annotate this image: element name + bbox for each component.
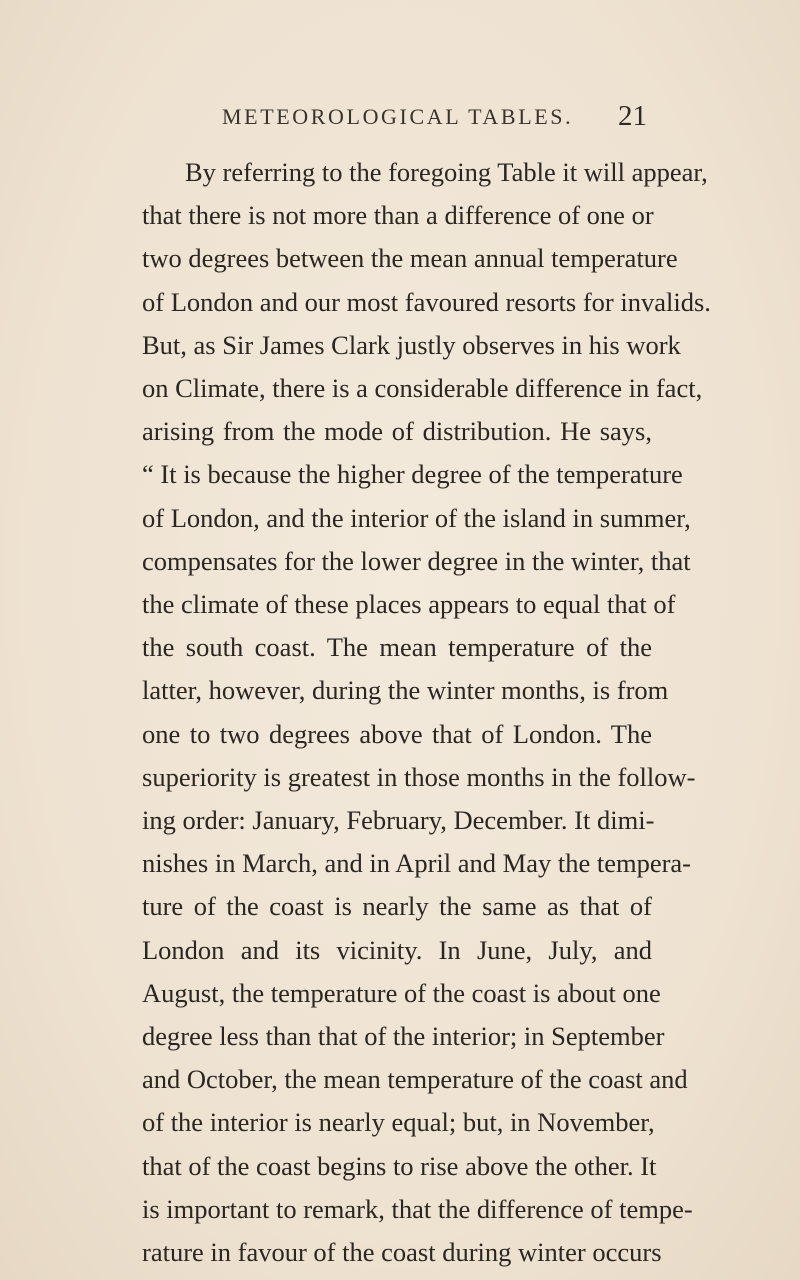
text-line: compensates for the lower degree in the winter, that [142,545,691,576]
text-line: rature in favour of the coast during winter occurs [142,1237,662,1267]
running-title: METEOROLOGICAL TABLES. [222,104,574,129]
text-line: on Climate, there is a considerable difference in fact, [142,373,703,403]
text-line: nishes in March, and in April and May the tempera- [142,848,691,879]
text-line: ing order: January, February, December. It dimi- [142,805,655,835]
page-number: 21 [618,100,647,132]
text-line: the south coast. The mean temperature of the [142,632,652,663]
text-line: and October, the mean temperature of the coast and [142,1064,688,1095]
text-line: arising from the mode of distribution. He says, [142,416,652,447]
text-line: that there is not more than a difference of one or [142,200,654,231]
text-line: the climate of these places appears to equal that of [142,589,676,619]
text-line: superiority is greatest in those months in the follow- [142,761,696,792]
text-line: of London and our most favoured resorts for invalids. [142,286,711,317]
text-line: that of the coast begins to rise above the other. It [142,1150,657,1181]
text-line: “ It is because the higher degree of the temperature [142,459,683,490]
text-line: By referring to the foregoing Table it will appear, [185,157,708,187]
text-line: two degrees between the mean annual temperature [142,243,678,274]
text-line: of the interior is nearly equal; but, in November, [142,1107,655,1138]
text-line: ture of the coast is nearly the same as that of [142,891,652,922]
text-line: latter, however, during the winter months, is from [142,675,669,706]
text-line: August, the temperature of the coast is about one [142,977,661,1008]
text-line: is important to remark, that the difference of tempe- [142,1193,693,1224]
text-line: degree less than that of the interior; in September [142,1021,665,1051]
text-line: of London, and the interior of the island in summer, [142,502,691,533]
text-line: one to two degrees above that of London. The [142,718,652,749]
text-line: But, as Sir James Clark justly observes in his work [142,329,681,360]
text-line: London and its vicinity. In June, July, and [142,934,652,965]
